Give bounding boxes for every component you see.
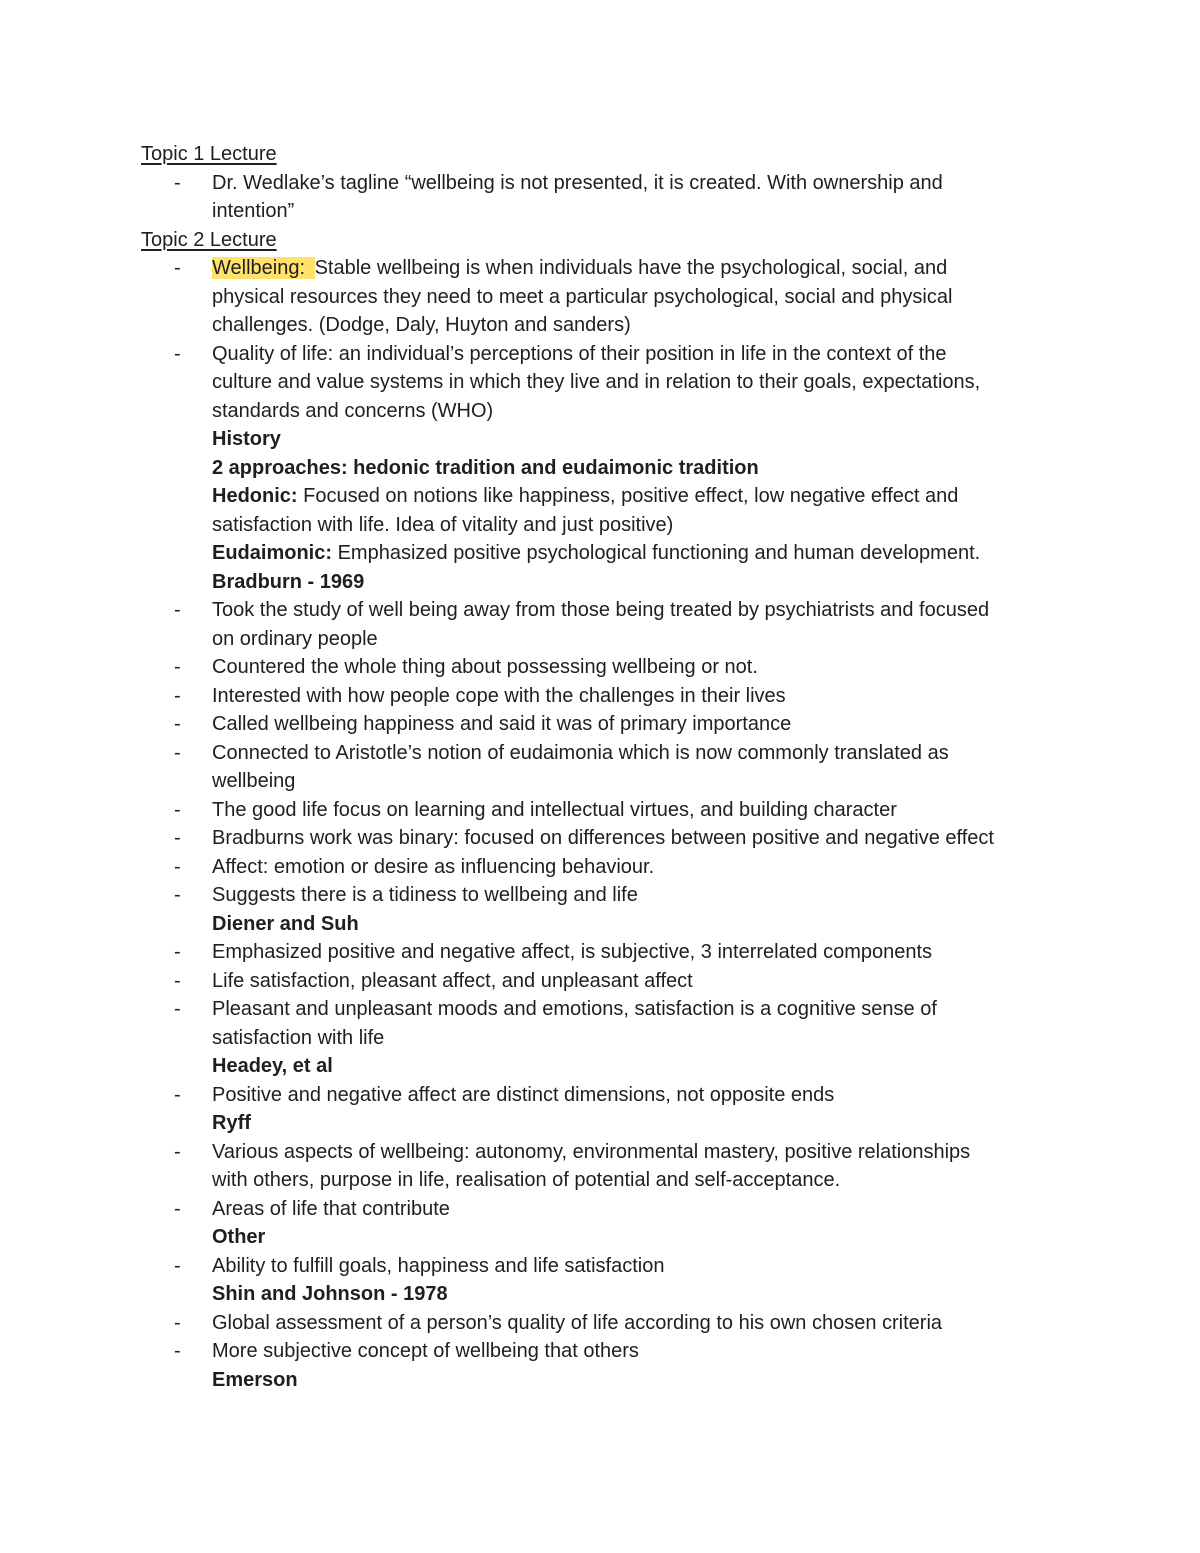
line-text: intention” [212, 200, 295, 222]
line-text: wellbeing [212, 770, 296, 792]
bullet-dash: - [174, 827, 181, 849]
bullet-dash: - [174, 1254, 181, 1277]
line-text: Ryff [212, 1112, 251, 1134]
line-text: satisfaction with life [212, 1026, 385, 1049]
continuation-line [141, 482, 1071, 511]
line-text: Emerson [212, 1368, 298, 1391]
bullet-item [141, 1081, 1071, 1110]
section-heading [141, 454, 1071, 483]
line-text: Interested with how people cope with the challenges in their lives [212, 684, 786, 707]
document-body [141, 140, 1071, 1394]
section-heading [141, 1223, 1071, 1252]
bullet-item [141, 254, 1071, 283]
bullet-item [141, 653, 1071, 682]
line-text: satisfaction with life. Idea of vitality and just positive) [212, 513, 674, 536]
line-text: Countered the whole thing about possessing wellbeing or not. [212, 656, 758, 678]
bold-term: Hedonic: [212, 485, 298, 507]
bullet-dash: - [174, 342, 181, 365]
line-text: physical resources they need to meet a particular psychological, social and physical [212, 285, 953, 308]
continuation-line [141, 197, 1071, 226]
section-heading [141, 1366, 1071, 1395]
line-text: Other [212, 1226, 266, 1248]
line-text: Quality of life: an individual’s perceptions of their position in life in the context of the [212, 342, 947, 365]
line-text: Affect: emotion or desire as influencing behaviour. [212, 855, 655, 878]
bullet-dash: - [174, 1340, 181, 1362]
line-text: Global assessment of a person’s quality of life according to his own chosen criteria [212, 1311, 943, 1334]
topic-heading [141, 140, 1071, 169]
bullet-item [141, 881, 1071, 910]
bullet-dash: - [174, 969, 181, 992]
bullet-dash: - [174, 599, 181, 621]
line-text: The good life focus on learning and intellectual virtues, and building character [212, 798, 897, 821]
bullet-item [141, 169, 1071, 198]
section-heading [141, 1109, 1071, 1138]
section-heading [141, 1280, 1071, 1309]
line-text: Ability to fulfill goals, happiness and life satisfaction [212, 1254, 665, 1277]
continuation-line [141, 1166, 1071, 1195]
line-text: Stable wellbeing is when individuals have the psychological, social, and [314, 257, 948, 279]
bullet-item [141, 340, 1071, 369]
line-text: on ordinary people [212, 627, 378, 650]
line-text: with others, purpose in life, realisation of potential and self-acceptance. [212, 1169, 841, 1191]
bullet-dash: - [174, 171, 181, 194]
bullet-item [141, 1337, 1071, 1366]
line-text: Connected to Aristotle’s notion of eudaimonia which is now commonly translated as [212, 741, 949, 764]
bullet-item [141, 1195, 1071, 1224]
bullet-dash: - [174, 257, 181, 279]
bullet-item [141, 710, 1071, 739]
bullet-dash: - [174, 1083, 181, 1106]
bullet-item [141, 995, 1071, 1024]
line-text: More subjective concept of wellbeing that others [212, 1340, 639, 1362]
bullet-dash: - [174, 684, 181, 707]
line-text: Topic 2 Lecture [141, 228, 277, 251]
line-text: Positive and negative affect are distinct dimensions, not opposite ends [212, 1083, 835, 1106]
bullet-dash: - [174, 798, 181, 821]
line-text: standards and concerns (WHO) [212, 399, 494, 422]
bullet-dash: - [174, 884, 181, 906]
line-text: Emphasized positive psychological functioning and human development. [332, 542, 981, 564]
line-text: Suggests there is a tidiness to wellbeing and life [212, 884, 638, 906]
bullet-dash: - [174, 1140, 181, 1163]
section-heading [141, 568, 1071, 597]
bullet-item [141, 824, 1071, 853]
continuation-line [141, 283, 1071, 312]
line-text: Pleasant and unpleasant moods and emotions, satisfaction is a cognitive sense of [212, 998, 937, 1020]
line-text: challenges. (Dodge, Daly, Huyton and sanders) [212, 314, 631, 336]
bullet-dash: - [174, 713, 181, 735]
line-text: Dr. Wedlake’s tagline “wellbeing is not presented, it is created. With ownership and [212, 171, 943, 194]
line-text: Emphasized positive and negative affect, is subjective, 3 interrelated components [212, 941, 933, 963]
bullet-item [141, 938, 1071, 967]
continuation-line [141, 767, 1071, 796]
bullet-dash: - [174, 656, 181, 678]
continuation-line [141, 625, 1071, 654]
bullet-item [141, 1309, 1071, 1338]
bullet-item [141, 682, 1071, 711]
line-text: Areas of life that contribute [212, 1197, 450, 1220]
line-text: Various aspects of wellbeing: autonomy, environmental mastery, positive relationships [212, 1140, 971, 1163]
section-heading [141, 425, 1071, 454]
bullet-item [141, 1252, 1071, 1281]
continuation-line [141, 368, 1071, 397]
section-heading [141, 910, 1071, 939]
bullet-dash: - [174, 1197, 181, 1220]
line-text: History [212, 428, 281, 450]
line-text: Life satisfaction, pleasant affect, and unpleasant affect [212, 969, 693, 992]
line-text: Took the study of well being away from those being treated by psychiatrists and focused [212, 599, 990, 621]
line-text: Called wellbeing happiness and said it was of primary importance [212, 713, 792, 735]
section-heading [141, 1052, 1071, 1081]
line-text: Topic 1 Lecture [141, 143, 277, 165]
continuation-line [141, 539, 1071, 568]
bullet-item [141, 853, 1071, 882]
bullet-dash: - [174, 998, 181, 1020]
continuation-line [141, 1024, 1071, 1053]
bullet-item [141, 1138, 1071, 1167]
bullet-item [141, 967, 1071, 996]
topic-heading [141, 226, 1071, 255]
bullet-dash: - [174, 1311, 181, 1334]
highlighted-term: Wellbeing: [212, 257, 315, 279]
line-text: Bradburns work was binary: focused on differences between positive and negative effect [212, 827, 994, 849]
continuation-line [141, 511, 1071, 540]
line-text: Bradburn - 1969 [212, 570, 365, 593]
bullet-dash: - [174, 941, 181, 963]
bullet-item [141, 596, 1071, 625]
continuation-line [141, 397, 1071, 426]
bullet-item [141, 796, 1071, 825]
continuation-line [141, 311, 1071, 340]
bullet-dash: - [174, 741, 181, 764]
bullet-dash: - [174, 855, 181, 878]
line-text: Diener and Suh [212, 912, 359, 935]
bullet-item [141, 739, 1071, 768]
line-text: 2 approaches: hedonic tradition and eudaimonic tradition [212, 456, 759, 479]
bold-term: Eudaimonic: [212, 542, 333, 564]
line-text: Headey, et al [212, 1055, 333, 1077]
line-text: Shin and Johnson - 1978 [212, 1283, 448, 1305]
line-text: Focused on notions like happiness, positive effect, low negative effect and [297, 485, 959, 507]
line-text: culture and value systems in which they live and in relation to their goals, expectations, [212, 371, 981, 393]
